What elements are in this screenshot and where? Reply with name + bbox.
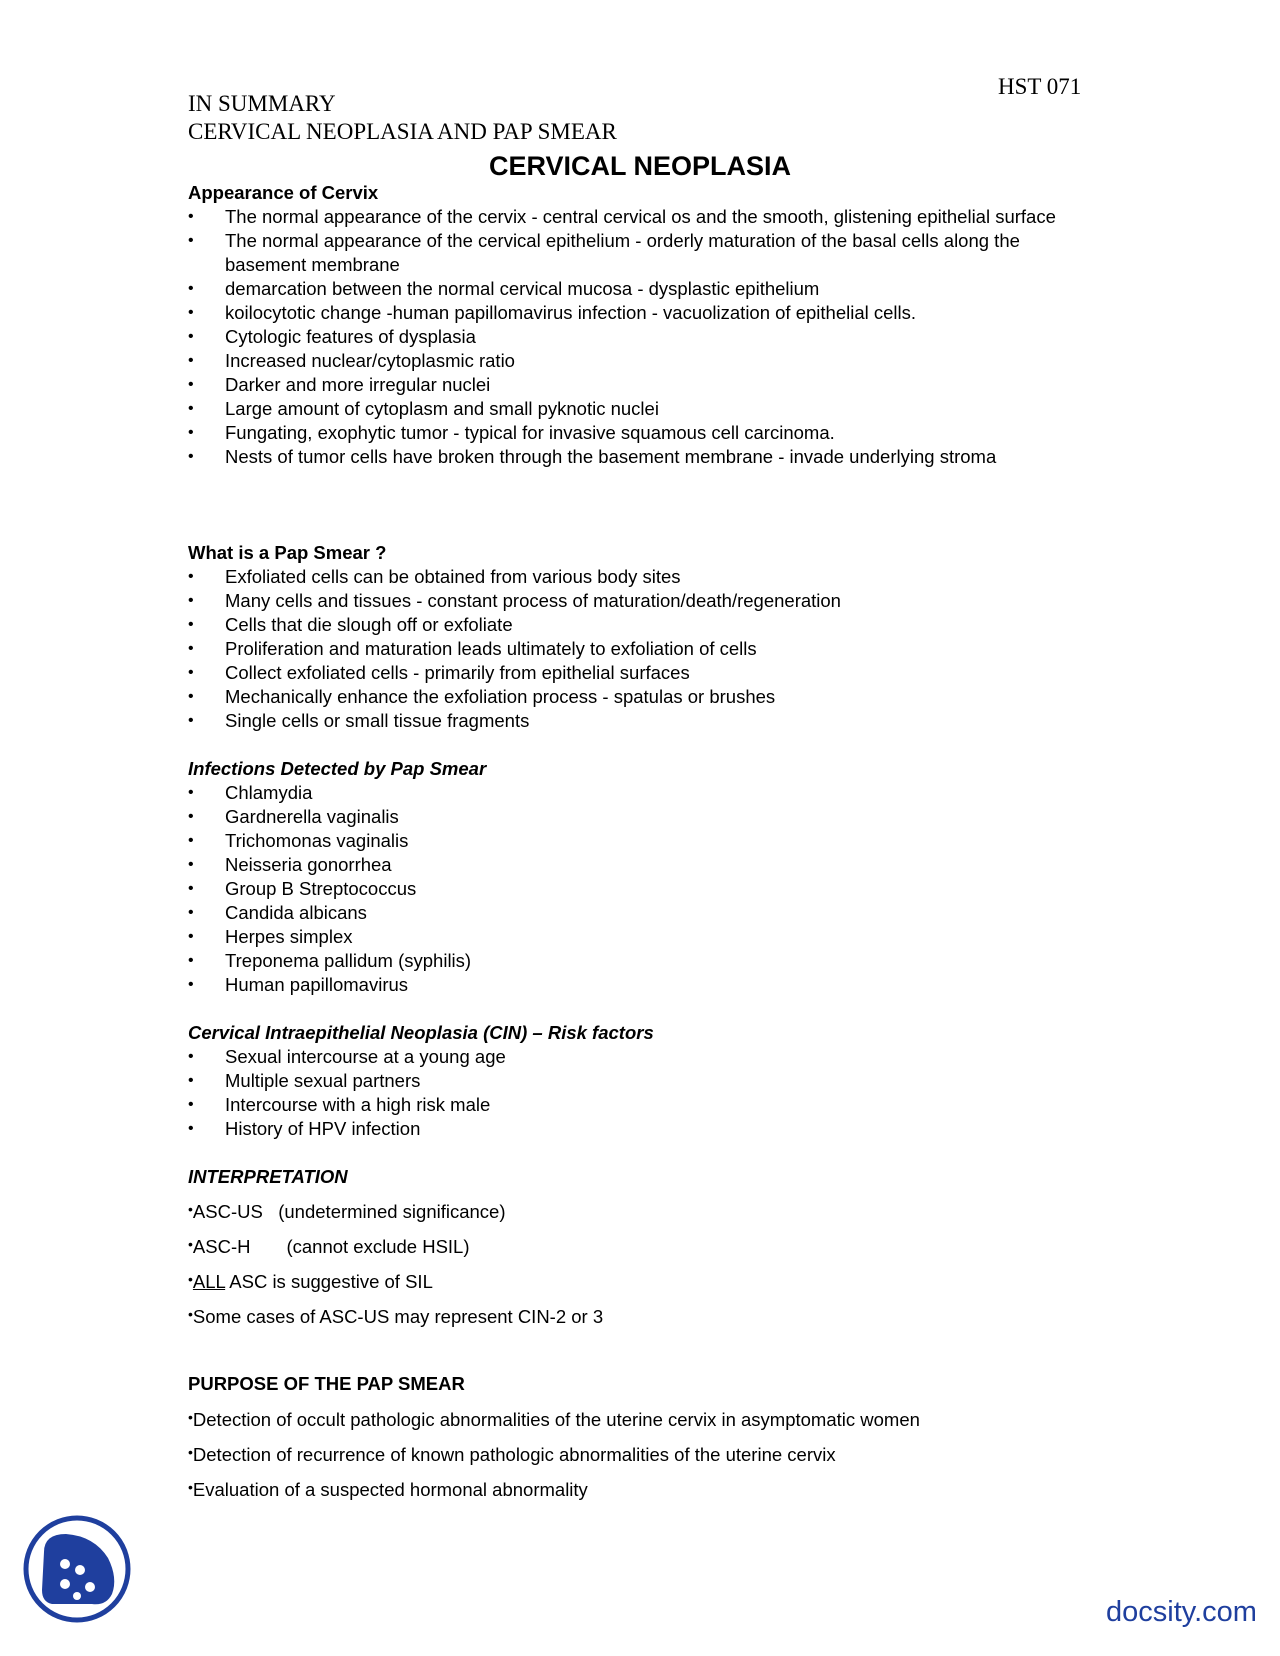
list-item bbox=[188, 205, 1094, 229]
list-item-text: Fungating, exophytic tumor - typical for invasive squamous cell carcinoma. bbox=[225, 422, 835, 443]
interpretation-row bbox=[188, 1305, 603, 1330]
bullet-icon: • bbox=[188, 976, 194, 993]
list-item bbox=[188, 925, 1094, 949]
interp-code: ASC-H bbox=[192, 1236, 251, 1257]
purpose-item bbox=[188, 1443, 836, 1468]
interpretation-title: INTERPRETATION bbox=[188, 1166, 348, 1187]
bullet-icon: • bbox=[188, 376, 194, 393]
list-item-text: demarcation between the normal cervical mucosa - dysplastic epithelium bbox=[225, 278, 820, 299]
list-item-text: Darker and more irregular nuclei bbox=[225, 374, 491, 395]
bullet-icon: • bbox=[188, 352, 194, 369]
list-item-text: Candida albicans bbox=[225, 902, 367, 923]
list-item bbox=[188, 421, 1094, 445]
section-title: Cervical Intraepithelial Neoplasia (CIN) – Risk factors bbox=[188, 1022, 654, 1043]
list-item-text: Human papillomavirus bbox=[225, 974, 409, 995]
bullet-icon: • bbox=[188, 1409, 193, 1425]
list-item bbox=[188, 1045, 1094, 1069]
section-title: Infections Detected by Pap Smear bbox=[188, 758, 487, 779]
list-item bbox=[188, 685, 1094, 709]
interp-code: ASC-US bbox=[192, 1201, 263, 1222]
summary-line: IN SUMMARY bbox=[188, 91, 336, 116]
bullet-icon: • bbox=[188, 1479, 193, 1495]
bullet-icon: • bbox=[188, 664, 194, 681]
bullet-icon: • bbox=[188, 1236, 193, 1252]
bullet-icon: • bbox=[188, 1072, 194, 1089]
list-item bbox=[188, 709, 1094, 733]
bullet-icon: • bbox=[188, 448, 194, 465]
document-title: CERVICAL NEOPLASIA bbox=[488, 151, 792, 181]
interp-desc: (cannot exclude HSIL) bbox=[286, 1236, 470, 1257]
purpose-item bbox=[188, 1408, 920, 1433]
bullet-icon: • bbox=[188, 832, 194, 849]
section-title: Appearance of Cervix bbox=[188, 182, 379, 203]
list-item bbox=[188, 901, 1094, 925]
section-appearance-of-cervix bbox=[188, 181, 1094, 469]
section-cin-risk-factors bbox=[188, 1021, 1094, 1141]
list-item bbox=[188, 877, 1094, 901]
brand-link[interactable]: docsity.com bbox=[1106, 1596, 1257, 1628]
purpose-title: PURPOSE OF THE PAP SMEAR bbox=[188, 1373, 465, 1394]
bullet-icon: • bbox=[188, 784, 194, 801]
summary-heading bbox=[188, 90, 617, 146]
purpose-text: Detection of occult pathologic abnormalities of the uterine cervix in asymptomatic women bbox=[192, 1409, 920, 1430]
list-item bbox=[188, 565, 1094, 589]
bullet-icon: • bbox=[188, 328, 194, 345]
bullet-list bbox=[188, 781, 1094, 997]
bullet-list bbox=[188, 565, 1094, 733]
interpretation-row bbox=[188, 1200, 506, 1225]
list-item-text: Exfoliated cells can be obtained from various body sites bbox=[225, 566, 681, 587]
bullet-list bbox=[188, 1045, 1094, 1141]
list-item-text: Trichomonas vaginalis bbox=[225, 830, 409, 851]
bullet-icon: • bbox=[188, 304, 194, 321]
list-item-text: Chlamydia bbox=[225, 782, 313, 803]
list-item-text: Single cells or small tissue fragments bbox=[225, 710, 530, 731]
interp-text: Some cases of ASC-US may represent CIN-2 or 3 bbox=[192, 1306, 604, 1327]
list-item-text: Herpes simplex bbox=[225, 926, 353, 947]
bullet-icon: • bbox=[188, 1444, 193, 1460]
bullet-icon: • bbox=[188, 688, 194, 705]
list-item bbox=[188, 397, 1094, 421]
list-item bbox=[188, 445, 1094, 469]
list-item-text: Many cells and tissues - constant process of maturation/death/regeneration bbox=[225, 590, 841, 611]
list-item-text: Large amount of cytoplasm and small pyknotic nuclei bbox=[225, 398, 659, 419]
list-item bbox=[188, 1093, 1094, 1117]
bullet-icon: • bbox=[188, 880, 194, 897]
list-item bbox=[188, 853, 1094, 877]
interpretation-row bbox=[188, 1235, 470, 1260]
section-infections-detected bbox=[188, 757, 1094, 997]
list-item-text: Cytologic features of dysplasia bbox=[225, 326, 476, 347]
interp-desc: (undetermined significance) bbox=[278, 1201, 506, 1222]
list-item bbox=[188, 637, 1094, 661]
list-item bbox=[188, 661, 1094, 685]
list-item-text: Increased nuclear/cytoplasmic ratio bbox=[225, 350, 515, 371]
purpose-text: Detection of recurrence of known pathologic abnormalities of the uterine cervix bbox=[192, 1444, 836, 1465]
list-item bbox=[188, 301, 1094, 325]
list-item bbox=[188, 829, 1094, 853]
bullet-icon: • bbox=[188, 424, 194, 441]
bullet-icon: • bbox=[188, 904, 194, 921]
list-item-text: Neisseria gonorrhea bbox=[225, 854, 392, 875]
section-what-is-pap-smear bbox=[188, 541, 1094, 733]
list-item bbox=[188, 613, 1094, 637]
list-item bbox=[188, 325, 1094, 349]
bullet-icon: • bbox=[188, 712, 194, 729]
bullet-icon: • bbox=[188, 1096, 194, 1113]
list-item-text: Collect exfoliated cells - primarily from epithelial surfaces bbox=[225, 662, 690, 683]
list-item-text: Cells that die slough off or exfoliate bbox=[225, 614, 513, 635]
list-item-text: Multiple sexual partners bbox=[225, 1070, 421, 1091]
bullet-icon: • bbox=[188, 1271, 193, 1287]
bullet-icon: • bbox=[188, 568, 194, 585]
docsity-logo-icon bbox=[22, 1514, 132, 1624]
course-code: HST 071 bbox=[998, 74, 1082, 99]
list-item-text: Gardnerella vaginalis bbox=[225, 806, 399, 827]
bullet-icon: • bbox=[188, 208, 194, 225]
list-item-text: Group B Streptococcus bbox=[225, 878, 417, 899]
bullet-icon: • bbox=[188, 856, 194, 873]
list-item bbox=[188, 349, 1094, 373]
summary-line: CERVICAL NEOPLASIA AND PAP SMEAR bbox=[188, 119, 617, 144]
bullet-icon: • bbox=[188, 1048, 194, 1065]
bullet-icon: • bbox=[188, 640, 194, 657]
list-item bbox=[188, 1069, 1094, 1093]
list-item-text: Mechanically enhance the exfoliation process - spatulas or brushes bbox=[225, 686, 776, 707]
purpose-item bbox=[188, 1478, 588, 1503]
bullet-icon: • bbox=[188, 1120, 194, 1137]
list-item bbox=[188, 805, 1094, 829]
section-title: What is a Pap Smear ? bbox=[188, 542, 387, 563]
list-item-text: Intercourse with a high risk male bbox=[225, 1094, 491, 1115]
bullet-icon: • bbox=[188, 232, 194, 249]
list-item bbox=[188, 949, 1094, 973]
list-item-text: Sexual intercourse at a young age bbox=[225, 1046, 506, 1067]
list-item bbox=[188, 973, 1094, 997]
list-item bbox=[188, 373, 1094, 397]
bullet-icon: • bbox=[188, 1306, 193, 1322]
list-item-text: Proliferation and maturation leads ultimately to exfoliation of cells bbox=[225, 638, 757, 659]
bullet-list bbox=[188, 205, 1094, 469]
list-item-text: History of HPV infection bbox=[225, 1118, 421, 1139]
bullet-icon: • bbox=[188, 1201, 193, 1217]
list-item-text: Treponema pallidum (syphilis) bbox=[225, 950, 472, 971]
purpose-text: Evaluation of a suspected hormonal abnormality bbox=[192, 1479, 588, 1500]
list-item bbox=[188, 1117, 1094, 1141]
bullet-icon: • bbox=[188, 400, 194, 417]
interp-text: ASC is suggestive of SIL bbox=[225, 1271, 433, 1292]
list-item-text: koilocytotic change -human papillomavirus infection - vacuolization of epithelial cells. bbox=[225, 302, 917, 323]
list-item bbox=[188, 781, 1094, 805]
interpretation-row bbox=[188, 1270, 433, 1295]
bullet-icon: • bbox=[188, 280, 194, 297]
interp-underlined: ALL bbox=[192, 1271, 226, 1292]
bullet-icon: • bbox=[188, 616, 194, 633]
list-item bbox=[188, 589, 1094, 613]
list-item-text: The normal appearance of the cervical epithelium - orderly maturation of the basal cells along the basement membrane bbox=[225, 230, 1020, 275]
bullet-icon: • bbox=[188, 808, 194, 825]
bullet-icon: • bbox=[188, 592, 194, 609]
bullet-icon: • bbox=[188, 928, 194, 945]
list-item-text: The normal appearance of the cervix - central cervical os and the smooth, glistening epithelial surface bbox=[225, 206, 1056, 227]
list-item bbox=[188, 277, 1094, 301]
list-item-text: Nests of tumor cells have broken through the basement membrane - invade underlying stroma bbox=[225, 446, 997, 467]
list-item bbox=[188, 229, 1094, 277]
bullet-icon: • bbox=[188, 952, 194, 969]
